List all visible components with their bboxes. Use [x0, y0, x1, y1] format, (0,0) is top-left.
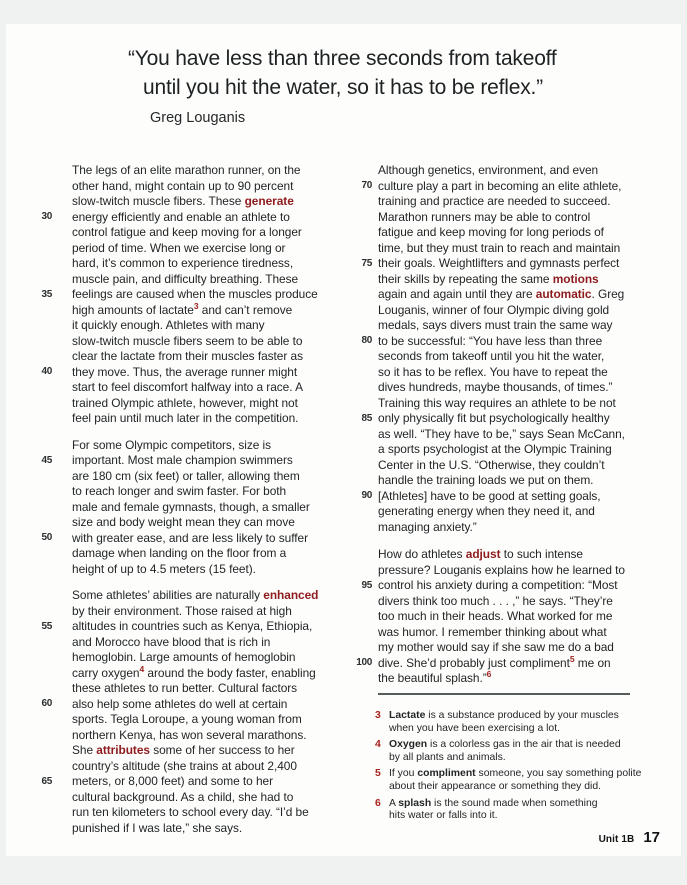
line-number: 45	[41, 455, 52, 466]
footnote	[375, 768, 670, 793]
vocabulary-keyword: automatic	[535, 287, 592, 301]
vocabulary-keyword: enhanced	[263, 588, 319, 602]
line-number: 100	[356, 657, 372, 668]
line-number: 85	[361, 413, 372, 424]
pull-quote-line-1: “You have less than three seconds from takeoff	[128, 47, 557, 70]
paragraph: Some athletes’ abilities are naturally enhanced by their environment. Those raised at high altitudes in countries such as Kenya, Ethiopia, and Morocco have blood that is rich in hemoglobin. Large amounts of hemoglobin carry oxygen$^4$ around the body faster, enabling these athletes to run better. Cultural factors also help some athletes do well at certain sports. Tegla Loroupe, a young woman from northern Kenya, has won several marathons. She attributes some of her success to her country’s altitude (she trains at about 2,400 meters, or 8,000 feet) and some to her cultural background. As a child, she had to run ten kilometers to school every day. “I’d be punished if I was late,” she says.	[72, 588, 319, 835]
line-number-gutter-left	[26, 24, 52, 856]
paragraph: For some Olympic competitors, size is important. Most male champion swimmers are 180 cm (six feet) or taller, allowing them to reach longer and swim faster. For both male and female gymnasts, though, a smaller size and body weight mean they can move with greater ease, and are less likely to suffer damage when landing on the floor from a height of up to 4.5 meters (15 feet).	[72, 437, 310, 576]
unit-label: Unit 1B	[598, 834, 635, 845]
footnote	[375, 710, 670, 735]
line-number-gutter-right	[346, 24, 372, 856]
footnote-text: If you compliment someone, you say something polite about their appearance or something they did.	[389, 768, 642, 792]
line-number: 60	[41, 698, 52, 709]
footnote-number: 6	[375, 797, 381, 809]
footnote-text: Oxygen is a colorless gas in the air that is needed by all plants and animals.	[389, 739, 621, 763]
page-number: 17	[643, 829, 660, 846]
paragraph: The legs of an elite marathon runner, on the other hand, might contain up to 90 percent slow-twitch muscle fibers. These generate energy efficiently and enable an athlete to control fatigue and keep moving for a longer period of time. When we exercise long or hard, it’s common to experience tiredness, muscle pain, and difficulty breathing. These feelings are caused when the muscles produce high amounts of lactate$^3$ and can’t remove it quickly enough. Athletes with many slow-twitch muscle fibers seem to be able to clear the lactate from their muscles faster as they move. Thus, the average runner might start to feel discomfort halfway into a race. A trained Olympic athlete, however, might not feel pain until much later in the competition.	[72, 163, 318, 425]
pull-quote-line-2: until you hit the water, so it has to be reflex.”	[143, 76, 543, 99]
footnote-divider	[378, 693, 630, 695]
line-number: 80	[361, 335, 372, 346]
footnote-reference: 4	[139, 663, 145, 674]
bold-term: compliment	[417, 768, 476, 780]
bold-term: splash	[398, 797, 432, 809]
line-number: 70	[361, 180, 372, 191]
footnote-reference: 3	[193, 300, 199, 311]
footnote-text: A splash is the sound made when something hits water or falls into it.	[389, 797, 598, 822]
footnote-text: Lactate is a substance produced by your muscles when you have been exercising a lot.	[389, 710, 619, 734]
quote-attribution: Greg Louganis	[150, 110, 246, 126]
line-number: 35	[41, 289, 52, 300]
vocabulary-keyword: attributes	[96, 743, 150, 757]
textbook-page	[6, 24, 681, 856]
footnote	[375, 739, 670, 764]
bold-term: Oxygen	[389, 739, 428, 751]
vocabulary-keyword: adjust	[465, 547, 501, 561]
paragraph: Although genetics, environment, and even culture play a part in becoming an elite athlete, training and practice are needed to succeed. Marathon runners may be able to control fatigue and keep moving for long periods of time, but they must train to reach and maintain their goals. Weightlifters and gymnasts perfect their skills by repeating the same motions again and again until they are automatic. Greg Louganis, winner of four Olympic diving gold medals, says divers must train the same way to be successful: “You have less than three seconds from takeoff until you hit the water, so it has to be reflex. You have to repeat the dives hundreds, maybe thousands, of times.” Training this way requires an athlete to be not only physically fit but psychologically healthy as well. “They have to be,” says Sean McCann, a sports psychologist at the Olympic Training Center in the U.S. “Otherwise, they couldn’t handle the training loads we put on them. [Athletes] have to be good at setting goals, generating energy when they need it, and managing anxiety.”	[378, 163, 625, 534]
footnote-reference: 6	[486, 669, 492, 680]
line-number: 40	[41, 366, 52, 377]
footnote-reference: 5	[569, 653, 575, 664]
line-number: 55	[41, 621, 52, 632]
paragraph: How do athletes adjust to such intense pressure? Louganis explains how he learned to control his anxiety during a competition: “Most divers think too much . . . ,” he says. “They’re too much in their heads. What worked for me was humor. I remember thinking about what my mother would say if she saw me do a bad dive. She’d probably just compliment$^5$ me on the beautiful splash.”$^6$	[378, 547, 625, 685]
footnote-number: 5	[375, 768, 381, 780]
footnote-number: 3	[375, 710, 381, 721]
line-number: 65	[41, 776, 52, 787]
line-number: 30	[41, 211, 52, 222]
footnote-number: 4	[375, 739, 381, 751]
footnotes	[375, 710, 670, 827]
pull-quote	[128, 44, 557, 126]
vocabulary-keyword: generate	[244, 194, 294, 208]
footnote	[375, 798, 670, 823]
line-number: 95	[361, 580, 372, 591]
text-column-right	[378, 163, 678, 699]
line-number: 75	[361, 258, 372, 269]
line-number: 90	[361, 490, 372, 501]
line-number: 50	[41, 532, 52, 543]
bold-term: Lactate	[389, 710, 426, 721]
vocabulary-keyword: motions	[552, 271, 599, 286]
page-footer	[599, 829, 660, 846]
text-column-left	[72, 163, 372, 847]
